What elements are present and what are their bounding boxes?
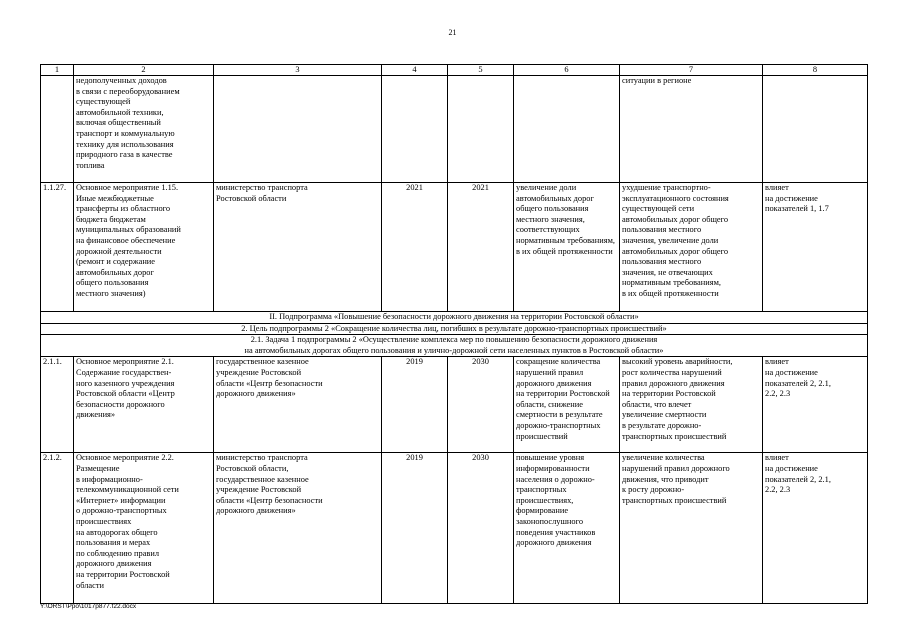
executor: министерство транспорта Ростовской области — [214, 183, 382, 312]
col-number: 4 — [382, 65, 448, 76]
document-file-path: Y:\ORST\Ppo\1017p877.f22.docx — [40, 603, 137, 610]
subprogram-title: II. Подпрограмма «Повышение безопасности дорожного движения на территории Ростовской области» — [41, 312, 868, 324]
measure-name: недополученных доходов в связи с переоборудованием существующей автомобильной техники, включая общественный транспорт и коммунальную технику для использования природного газа в качестве топлива — [74, 76, 214, 183]
section-row — [41, 335, 868, 357]
executor — [214, 76, 382, 183]
table-row — [41, 183, 868, 312]
consequences: высокий уровень аварийности, рост количества нарушений правил дорожного движения на территории Ростовской области, что влечет увеличение смертности в результате дорожно- транспортных происшествий — [620, 357, 763, 453]
end-year: 2030 — [448, 357, 514, 453]
col-number: 8 — [763, 65, 868, 76]
row-number: 2.1.2. — [41, 453, 74, 604]
row-number: 2.1.1. — [41, 357, 74, 453]
executor: министерство транспорта Ростовской области, государственное казенное учреждение Ростовской области «Центр безопасности дорожного движения» — [214, 453, 382, 604]
col-number: 5 — [448, 65, 514, 76]
expected-result: повышение уровня информированности населения о дорожно- транспортных происшествиях, формирование законопослушного поведения участников дорожного движения — [514, 453, 620, 604]
consequences: увеличение количества нарушений правил дорожного движения, что приводит к росту дорожно- транспортных происшествий — [620, 453, 763, 604]
col-number: 6 — [514, 65, 620, 76]
col-number: 7 — [620, 65, 763, 76]
end-year: 2030 — [448, 453, 514, 604]
indicator-link — [763, 76, 868, 183]
expected-result: сокращение количества нарушений правил дорожного движения на территории Ростовской области, снижение смертности в результате дорожно-транспортных происшествий — [514, 357, 620, 453]
table-row — [41, 357, 868, 453]
end-year: 2021 — [448, 183, 514, 312]
consequences: ситуации в регионе — [620, 76, 763, 183]
col-number: 2 — [74, 65, 214, 76]
goal-title: 2. Цель подпрограммы 2 «Сокращение количества лиц, погибших в результате дорожно-транспортных происшествий» — [41, 323, 868, 335]
start-year: 2019 — [382, 453, 448, 604]
start-year: 2019 — [382, 357, 448, 453]
indicator-link: влияет на достижение показателей 1, 1.7 — [763, 183, 868, 312]
row-number: 1.1.27. — [41, 183, 74, 312]
end-year — [448, 76, 514, 183]
measure-name: Основное мероприятие 1.15. Иные межбюджетные трансферты из областного бюджета бюджетам муниципальных образований на финансовое обеспечение дорожной деятельности (ремонт и содержание автомобильных дорог общего пользования местного значения) — [74, 183, 214, 312]
page-number: 21 — [448, 28, 457, 37]
start-year — [382, 76, 448, 183]
task-title: 2.1. Задача 1 подпрограммы 2 «Осуществление комплекса мер по повышению безопасности дорожного движения на автомобильных дорогах общего пользования и улично-дорожной сети населенных пунктов в Ростовской области» — [41, 335, 868, 357]
expected-result — [514, 76, 620, 183]
indicator-link: влияет на достижение показателей 2, 2.1, 2.2, 2.3 — [763, 453, 868, 604]
table-row — [41, 76, 868, 183]
indicator-link: влияет на достижение показателей 2, 2.1, 2.2, 2.3 — [763, 357, 868, 453]
col-number: 1 — [41, 65, 74, 76]
measure-name: Основное мероприятие 2.1. Содержание государствен- ного казенного учреждения Ростовской области «Центр безопасности дорожного движения» — [74, 357, 214, 453]
program-measures-table — [40, 64, 868, 604]
row-number — [41, 76, 74, 183]
expected-result: увеличение доли автомобильных дорог общего пользования местного значения, соответствующих нормативным требованиям, в их общей протяженности — [514, 183, 620, 312]
consequences: ухудшение транспортно- эксплуатационного состояния существующей сети автомобильных дорог общего пользования местного значения, увеличение доли автомобильных дорог общего пользования местного значения, не отвечающих нормативным требованиям, в их общей протяженности — [620, 183, 763, 312]
section-row — [41, 312, 868, 324]
section-row — [41, 323, 868, 335]
column-number-row — [41, 65, 868, 76]
executor: государственное казенное учреждение Ростовской области «Центр безопасности дорожного движения» — [214, 357, 382, 453]
measure-name: Основное мероприятие 2.2. Размещение в информационно- телекоммуникационной сети «Интернет» информации о дорожно-транспортных происшествиях на автодорогах общего пользования и мерах по соблюдению правил дорожного движения на территории Ростовской области — [74, 453, 214, 604]
col-number: 3 — [214, 65, 382, 76]
start-year: 2021 — [382, 183, 448, 312]
table-row — [41, 453, 868, 604]
